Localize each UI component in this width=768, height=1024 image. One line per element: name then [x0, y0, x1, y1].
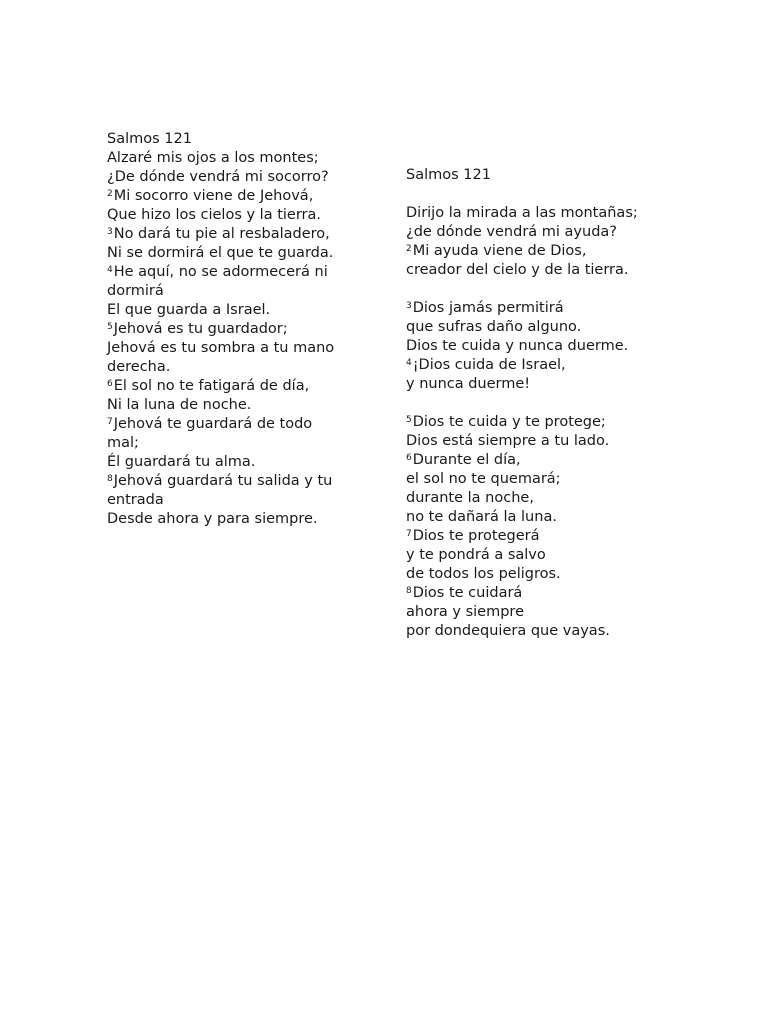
verse-line	[406, 584, 686, 603]
verse-number: 3	[107, 227, 113, 237]
verse-text: Dirijo la mirada a las montañas;	[406, 205, 638, 221]
verse-line	[107, 472, 377, 491]
verse-line	[406, 299, 686, 318]
verse-text: ¿De dónde vendrá mi socorro?	[107, 169, 329, 185]
verse-text: creador del cielo y de la tierra.	[406, 262, 629, 278]
verse-line	[406, 223, 686, 242]
verse-line	[406, 489, 686, 508]
verse-line	[406, 242, 686, 261]
verse-line	[107, 301, 377, 320]
verse-text: ahora y siempre	[406, 604, 524, 620]
verse-text: ¿de dónde vendrá mi ayuda?	[406, 224, 617, 240]
verse-line	[406, 603, 686, 622]
verse-text: El sol no te fatigará de día,	[113, 378, 310, 394]
verse-line	[107, 244, 377, 263]
verse-line	[107, 491, 377, 510]
verse-line	[406, 451, 686, 470]
psalm-text	[107, 149, 377, 529]
verse-line	[107, 282, 377, 301]
verse-line	[406, 432, 686, 451]
verse-text: Ni la luna de noche.	[107, 397, 252, 413]
verse-number: 7	[406, 529, 412, 539]
verse-line	[107, 396, 377, 415]
verse-text: Dios está siempre a tu lado.	[406, 433, 610, 449]
verse-text: El que guarda a Israel.	[107, 302, 271, 318]
verse-text: Jehová es tu sombra a tu mano	[107, 340, 335, 356]
verse-number: 5	[107, 322, 113, 332]
psalm-reina-valera-column	[107, 130, 377, 529]
verse-text: Dios te cuida y nunca duerme.	[406, 338, 629, 354]
verse-line	[406, 261, 686, 280]
stanza-break	[406, 280, 686, 299]
verse-line	[107, 453, 377, 472]
verse-number: 8	[406, 586, 412, 596]
verse-number: 6	[406, 453, 412, 463]
verse-line	[107, 187, 377, 206]
verse-text: Ni se dormirá el que te guarda.	[107, 245, 334, 261]
verse-text: entrada	[107, 492, 164, 508]
verse-line	[107, 339, 377, 358]
psalm-text	[406, 204, 686, 641]
verse-number: 4	[107, 265, 113, 275]
verse-text: Mi socorro viene de Jehová,	[113, 188, 314, 204]
verse-text: durante la noche,	[406, 490, 534, 506]
verse-text: Durante el día,	[412, 452, 521, 468]
verse-line	[406, 622, 686, 641]
psalm-title: Salmos 121	[107, 131, 192, 147]
verse-text: el sol no te quemará;	[406, 471, 561, 487]
verse-line	[406, 565, 686, 584]
verse-number: 6	[107, 379, 113, 389]
verse-text: Que hizo los cielos y la tierra.	[107, 207, 322, 223]
psalm-paraphrase-column	[406, 166, 686, 641]
verse-line	[406, 546, 686, 565]
verse-line	[107, 434, 377, 453]
verse-text: dormirá	[107, 283, 164, 299]
stanza-break	[406, 394, 686, 413]
verse-number: 5	[406, 415, 412, 425]
psalm-title: Salmos 121	[406, 167, 491, 183]
verse-line	[406, 470, 686, 489]
verse-line	[107, 358, 377, 377]
verse-text: Dios te cuida y te protege;	[412, 414, 606, 430]
verse-line	[107, 149, 377, 168]
verse-text: mal;	[107, 435, 139, 451]
verse-number: 2	[406, 244, 412, 254]
verse-line	[406, 356, 686, 375]
verse-text: He aquí, no se adormecerá ni	[113, 264, 328, 280]
verse-line	[406, 413, 686, 432]
verse-text: y te pondrá a salvo	[406, 547, 546, 563]
verse-text: no te dañará la luna.	[406, 509, 557, 525]
verse-line	[107, 415, 377, 434]
verse-text: Jehová es tu guardador;	[113, 321, 288, 337]
verse-line	[406, 527, 686, 546]
verse-text: por dondequiera que vayas.	[406, 623, 610, 639]
verse-line	[107, 263, 377, 282]
verse-line	[107, 377, 377, 396]
verse-line	[406, 318, 686, 337]
verse-line	[107, 206, 377, 225]
verse-line	[406, 337, 686, 356]
verse-number: 3	[406, 301, 412, 311]
verse-line	[107, 225, 377, 244]
verse-text: derecha.	[107, 359, 171, 375]
verse-line	[107, 168, 377, 187]
verse-text: Jehová guardará tu salida y tu	[113, 473, 333, 489]
verse-text: Él guardará tu alma.	[107, 454, 256, 470]
verse-number: 8	[107, 474, 113, 484]
verse-line	[406, 375, 686, 394]
verse-text: Dios jamás permitirá	[412, 300, 564, 316]
stanza-break	[406, 185, 686, 204]
verse-text: Desde ahora y para siempre.	[107, 511, 318, 527]
verse-text: Jehová te guardará de todo	[113, 416, 313, 432]
verse-line	[406, 204, 686, 223]
verse-text: Dios te cuidará	[412, 585, 523, 601]
verse-text: Mi ayuda viene de Dios,	[412, 243, 587, 259]
verse-text: ¡Dios cuida de Israel,	[412, 357, 566, 373]
verse-number: 4	[406, 358, 412, 368]
verse-text: de todos los peligros.	[406, 566, 561, 582]
verse-text: No dará tu pie al resbaladero,	[113, 226, 330, 242]
verse-text: Alzaré mis ojos a los montes;	[107, 150, 319, 166]
verse-line	[107, 510, 377, 529]
verse-number: 7	[107, 417, 113, 427]
verse-text: Dios te protegerá	[412, 528, 540, 544]
verse-line	[406, 508, 686, 527]
verse-text: y nunca duerme!	[406, 376, 531, 392]
verse-line	[107, 320, 377, 339]
verse-number: 2	[107, 189, 113, 199]
verse-text: que sufras daño alguno.	[406, 319, 582, 335]
